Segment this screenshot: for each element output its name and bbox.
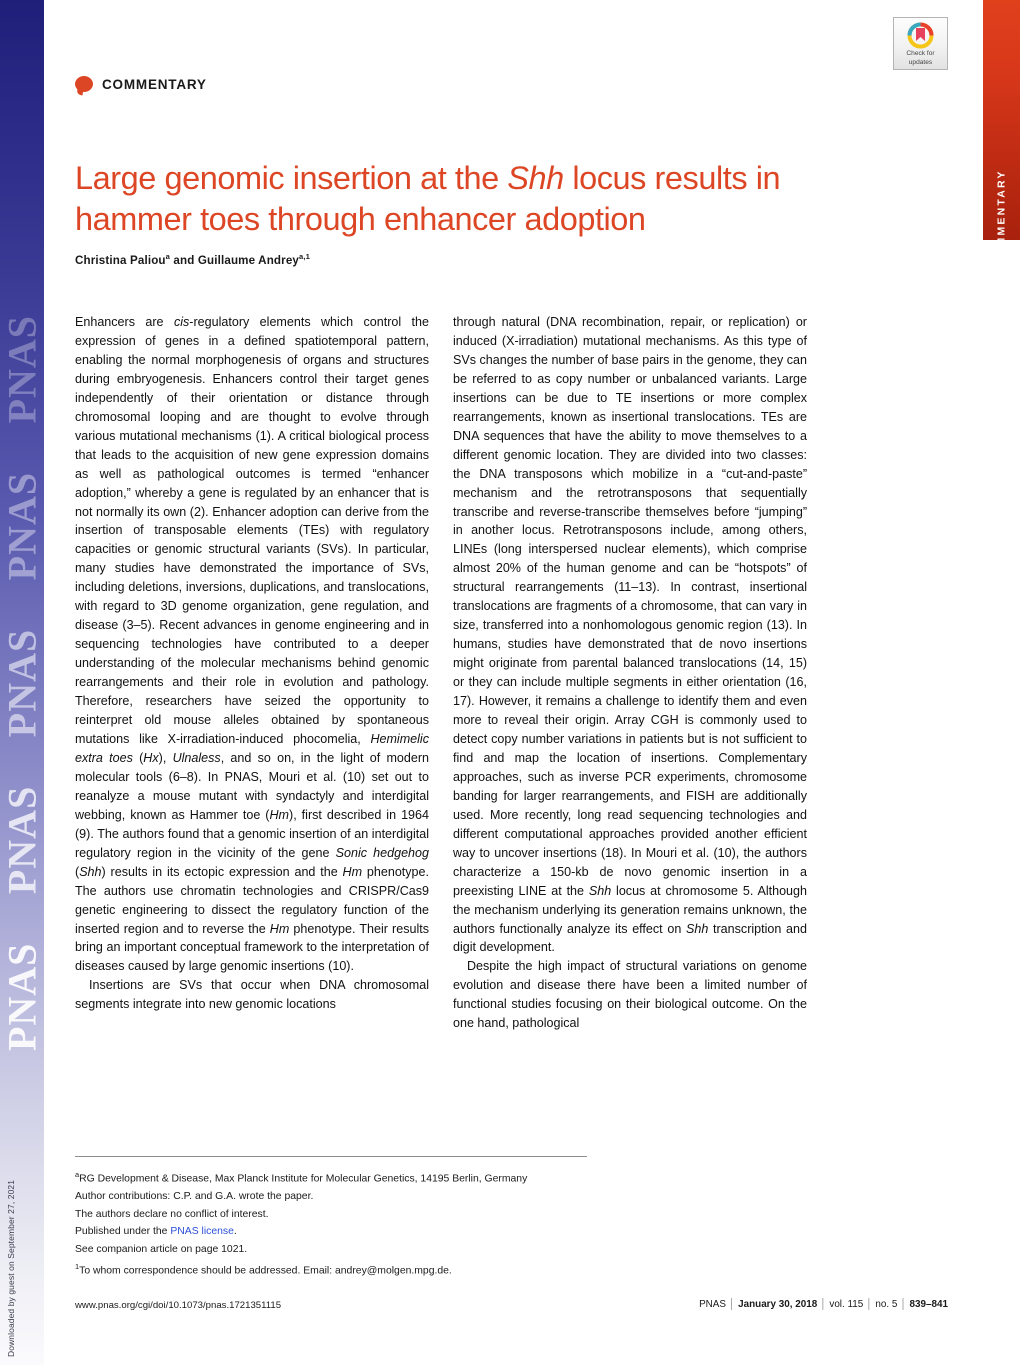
correspondence-marker: 1 <box>75 1262 80 1272</box>
commentary-side-bar-label <box>983 0 1020 267</box>
footnote-contributions: Author contributions: C.P. and G.A. wrote the paper. <box>75 1191 314 1203</box>
affiliation-text: RG Development & Disease, Max Planck Institute for Molecular Genetics, 14195 Berlin, Germany <box>79 1173 528 1185</box>
citation-separator: │ <box>900 1299 907 1310</box>
pnas-watermark-word: PNAS <box>0 942 44 1051</box>
body-paragraph: Despite the high impact of structural variations on genome evolution and disease there have been a limited number of functional studies focusing on their biological outcome. On the one hand, pathological <box>453 959 807 1031</box>
body-columns <box>75 313 807 1103</box>
citation-separator: │ <box>820 1299 827 1310</box>
footnote-affiliation <box>75 1166 615 1188</box>
footnote-license <box>75 1223 615 1241</box>
pnas-watermark-word: PNAS <box>0 628 44 737</box>
correspondence-text: To whom correspondence should be addressed. Email: andrey@molgen.mpg.de. <box>79 1265 452 1277</box>
body-paragraph: Insertions are SVs that occur when DNA chromosomal segments integrate into new genomic locations <box>75 978 429 1012</box>
author-1: Christina Paliou <box>75 253 166 267</box>
title-gene-italic: Shh <box>507 160 564 196</box>
footnote-companion-article: See companion article on page 1021. <box>75 1243 248 1255</box>
body-paragraph: through natural (DNA recombination, repair, or replication) or induced (X-irradiation) mutational mechanisms. As this type of SVs changes the number of base pairs in the genome, they can be referred to as copy number or unbalanced variants. Large insertions can be due to TE insertions or more complex rearrangements, known as insertional translocations. TEs are DNA sequences that have the ability to move themselves to a different genomic location. They are divided into two classes: the DNA transposons which mobilize in a “cut-and-paste” mechanism and the retrotransposons that sequentially transcribe and reverse-transcribe themselves before “jumping” in another locus. Retrotransposons include, among others, LINEs (long interspersed nuclear elements), which comprise almost 20% of the human genome and can be “hotspots” of structural rearrangements (11–13). In contrast, insertional translocations are fragments of a chromosome, that can vary in size, transferred into a nonhomologous genomic region (13). In humans, studies have demonstrated that de novo insertions might originate from parental balanced translocations (14, 15) or they can include multiple segments in either orientation (16, 17). However, it remains a challenge to identify them and even more to reveal their origin. Array CGH is commonly used to detect copy number variations in patients but is not sufficient to find and map the location of insertions. Complementary approaches, such as inverse PCR experiments, chromosome banding for larger rearrangements, and FISH are additionally used. More recently, long read sequencing technologies and different computational approaches provided another efficient way to uncover insertions (18). In Mouri et al. (10), the authors characterize a 150-kb de novo genomic insertion in a preexisting LINE at the Shh locus at chromosome 5. Although the mechanism underlying its generation remains unknown, the authors functionally analyze its effect on Shh transcription and digit development. <box>453 315 807 955</box>
category-tag <box>75 76 207 92</box>
affiliation-marker: a <box>75 1170 80 1179</box>
pnas-watermark-strip <box>0 0 44 1365</box>
speech-bubble-icon <box>75 76 93 92</box>
volume: vol. 115 <box>829 1299 864 1310</box>
citation-separator: │ <box>866 1299 873 1310</box>
doi-url[interactable]: www.pnas.org/cgi/doi/10.1073/pnas.1721351115 <box>75 1300 282 1311</box>
footnote-divider <box>75 1156 587 1157</box>
check-for-updates-line1: Check for <box>906 50 935 57</box>
footnotes-block <box>75 1166 615 1281</box>
author-1-affiliation-marker: a <box>165 252 171 261</box>
title-part-2: locus results in hammer toes through enhancer adoption <box>75 160 781 237</box>
footnote-conflict: The authors declare no conflict of interest. <box>75 1208 269 1220</box>
pnas-watermark-word: PNAS <box>0 785 44 894</box>
issue-citation <box>699 1299 948 1310</box>
citation-separator: │ <box>728 1299 736 1310</box>
downloaded-by-note <box>4 1107 34 1357</box>
page-title <box>75 158 810 240</box>
check-for-updates-line2: updates <box>908 58 933 66</box>
license-prefix: Published under the <box>75 1226 171 1238</box>
pnas-license-link[interactable]: PNAS license <box>170 1226 234 1238</box>
footnote-correspondence <box>75 1258 615 1280</box>
crossmark-icon <box>907 22 934 49</box>
author-2-affiliation-marker: a,1 <box>299 252 311 261</box>
author-byline <box>75 252 810 267</box>
check-for-updates-badge[interactable] <box>893 17 948 70</box>
body-column-right <box>453 313 807 1103</box>
commentary-side-bar <box>983 0 1020 267</box>
downloaded-by-label: Downloaded by guest on September 27, 2021 <box>6 1179 16 1357</box>
pnas-watermark-word: PNAS <box>0 471 44 580</box>
license-suffix: . <box>233 1226 237 1238</box>
journal-name: PNAS <box>699 1299 726 1310</box>
category-tag-label: COMMENTARY <box>102 76 207 92</box>
body-paragraph: Enhancers are cis-regulatory elements which control the expression of genes in a defined spatiotemporal pattern, enabling the normal morphogenesis of organs and structures during embryogenesis. Enhancers control their target genes independently of their orientation or distance through chromosomal looping and are thought to evolve through various mutational mechanisms (1). A critical biological process that leads to the acquisition of new gene expression domains as well as pathological outcomes is termed “enhancer adoption,” whereby a gene is regulated by an enhancer that is not normally its own (2). Enhancer adoption can derive from the insertion of transposable elements (TEs) with regulatory capacities or genomic structural variants (SVs). In particular, many studies have demonstrated the importance of SVs, including deletions, inversions, duplications, and translocations, with regard to 3D genome organization, gene regulation, and disease (3–5). Recent advances in genome engineering and in sequencing technologies have contributed to a deeper understanding of the molecular mechanisms behind genomic rearrangements and their role in evolution and pathology. Therefore, researchers have seized the opportunity to reinterpret old mouse alleles obtained by spontaneous mutations like X-irradiation-induced phocomelia, Hemimelic extra toes (Hx), Ulnaless, and so on, in the light of modern molecular tools (6–8). In PNAS, Mouri et al. (10) set out to reanalyze a mouse mutant with syndactyly and interdigital webbing, known as Hammer toe (Hm), first described in 1964 (9). The authors found that a genomic insertion of an interdigital regulatory region in the vicinity of the gene Sonic hedgehog (Shh) results in its ectopic expression and the Hm phenotype. The authors use chromatin technologies and CRISPR/Cas9 genetic engineering to dissect the regulatory function of the inserted region and to reverse the Hm phenotype. Their results bring an important conceptual framework to the interpretation of diseases caused by large genomic insertions (10). <box>75 315 430 974</box>
issue-date: January 30, 2018 <box>738 1299 818 1310</box>
issue-number: no. 5 <box>875 1299 898 1310</box>
pnas-watermark-word: PNAS <box>0 314 44 423</box>
author-conjunction: and Guillaume Andrey <box>170 253 300 267</box>
title-part-1: Large genomic insertion at the <box>75 160 508 196</box>
commentary-side-bar-text: COMMENTARY <box>995 169 1008 267</box>
body-column-left <box>75 313 429 1103</box>
page-range: 839–841 <box>909 1299 948 1310</box>
